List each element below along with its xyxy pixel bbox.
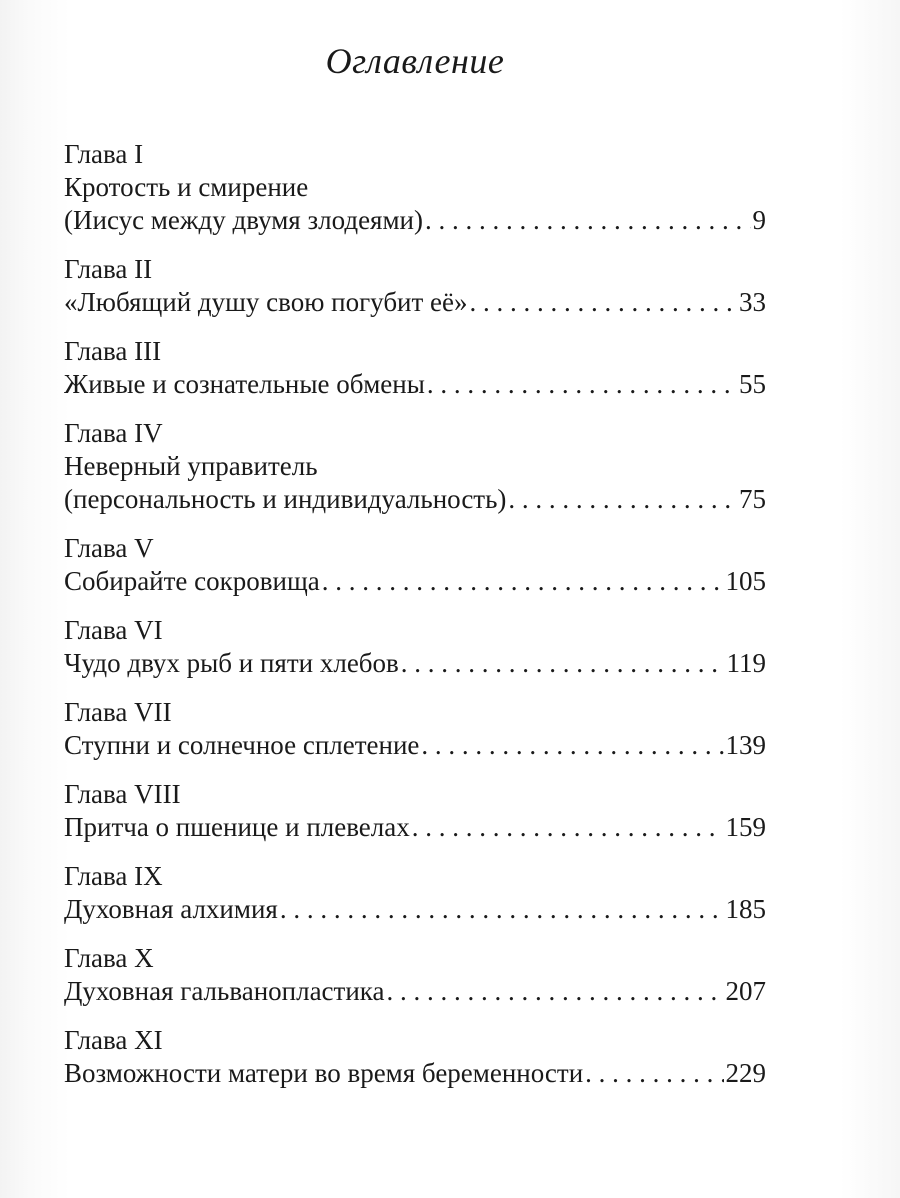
chapter-title-row — [64, 893, 766, 926]
page-number: 207 — [725, 976, 766, 1006]
chapter-label: Глава V — [64, 533, 154, 563]
chapter-title-line: «Любящий душу свою погубит её» — [64, 287, 468, 317]
chapter-title-row — [64, 647, 766, 680]
chapter-title-line: Возможности матери во время беременности — [64, 1058, 584, 1088]
chapter-label: Глава XI — [64, 1025, 163, 1055]
chapter-label: Глава I — [64, 139, 144, 169]
chapter-title-line: Ступни и солнечное сплетение — [64, 730, 420, 760]
chapter-label: Глава II — [64, 254, 153, 284]
page-number: 139 — [725, 730, 766, 760]
chapter-title-row — [64, 204, 766, 237]
chapter-label: Глава VII — [64, 697, 172, 727]
toc-entry — [64, 942, 766, 1008]
toc-entry — [64, 696, 766, 762]
chapter-title-line: Духовная алхимия — [64, 894, 278, 924]
toc-entry — [64, 614, 766, 680]
chapter-title-line: (Иисус между двумя злодеями) — [64, 205, 424, 235]
toc-entry — [64, 253, 766, 319]
chapter-title-line: Собирайте сокровища — [64, 566, 320, 596]
page-number: 119 — [726, 648, 766, 678]
chapter-label: Глава VI — [64, 615, 163, 645]
dot-leader — [401, 647, 725, 680]
table-of-contents — [64, 138, 766, 1106]
chapter-title-line: Неверный управитель — [64, 451, 318, 481]
chapter-label: Глава X — [64, 943, 154, 973]
chapter-title-row — [64, 1057, 766, 1090]
dot-leader — [421, 729, 723, 762]
page-number: 159 — [725, 812, 766, 842]
toc-entry — [64, 860, 766, 926]
chapter-title-line: (персональность и индивидуальность) — [64, 484, 507, 514]
chapter-title-row — [64, 975, 766, 1008]
page-number: 229 — [725, 1058, 766, 1088]
chapter-title-line: Духовная гальванопластика — [64, 976, 385, 1006]
toc-entry — [64, 778, 766, 844]
page-number: 9 — [752, 205, 766, 235]
dot-leader — [585, 1057, 723, 1090]
chapter-title-row — [64, 286, 766, 319]
chapter-title-row — [64, 811, 766, 844]
chapter-title-row — [64, 368, 766, 401]
page-title: Оглавление — [325, 41, 505, 81]
chapter-title-row — [64, 565, 766, 598]
chapter-title-line: Кротость и смирение — [64, 172, 309, 202]
dot-leader — [280, 893, 724, 926]
toc-entry — [64, 532, 766, 598]
chapter-title-line: Чудо двух рыб и пяти хлебов — [64, 648, 399, 678]
toc-entry — [64, 138, 766, 237]
dot-leader — [508, 483, 737, 516]
chapter-label: Глава VIII — [64, 779, 181, 809]
dot-leader — [386, 975, 723, 1008]
chapter-title-row — [64, 483, 766, 516]
chapter-label: Глава IV — [64, 418, 163, 448]
toc-entry — [64, 335, 766, 401]
dot-leader — [427, 368, 737, 401]
toc-entry — [64, 417, 766, 516]
chapter-label: Глава IX — [64, 861, 163, 891]
page-number: 33 — [739, 287, 766, 317]
page-number: 105 — [725, 566, 766, 596]
dot-leader — [470, 286, 737, 319]
page-number: 75 — [739, 484, 766, 514]
chapter-title-row — [64, 729, 766, 762]
page-number: 185 — [725, 894, 766, 924]
dot-leader — [425, 204, 750, 237]
chapter-title-line: Притча о пшенице и плевелах — [64, 812, 410, 842]
chapter-title-line: Живые и сознательные обмены — [64, 369, 425, 399]
page-number: 55 — [739, 369, 766, 399]
dot-leader — [322, 565, 724, 598]
toc-entry — [64, 1024, 766, 1090]
dot-leader — [412, 811, 724, 844]
chapter-label: Глава III — [64, 336, 162, 366]
